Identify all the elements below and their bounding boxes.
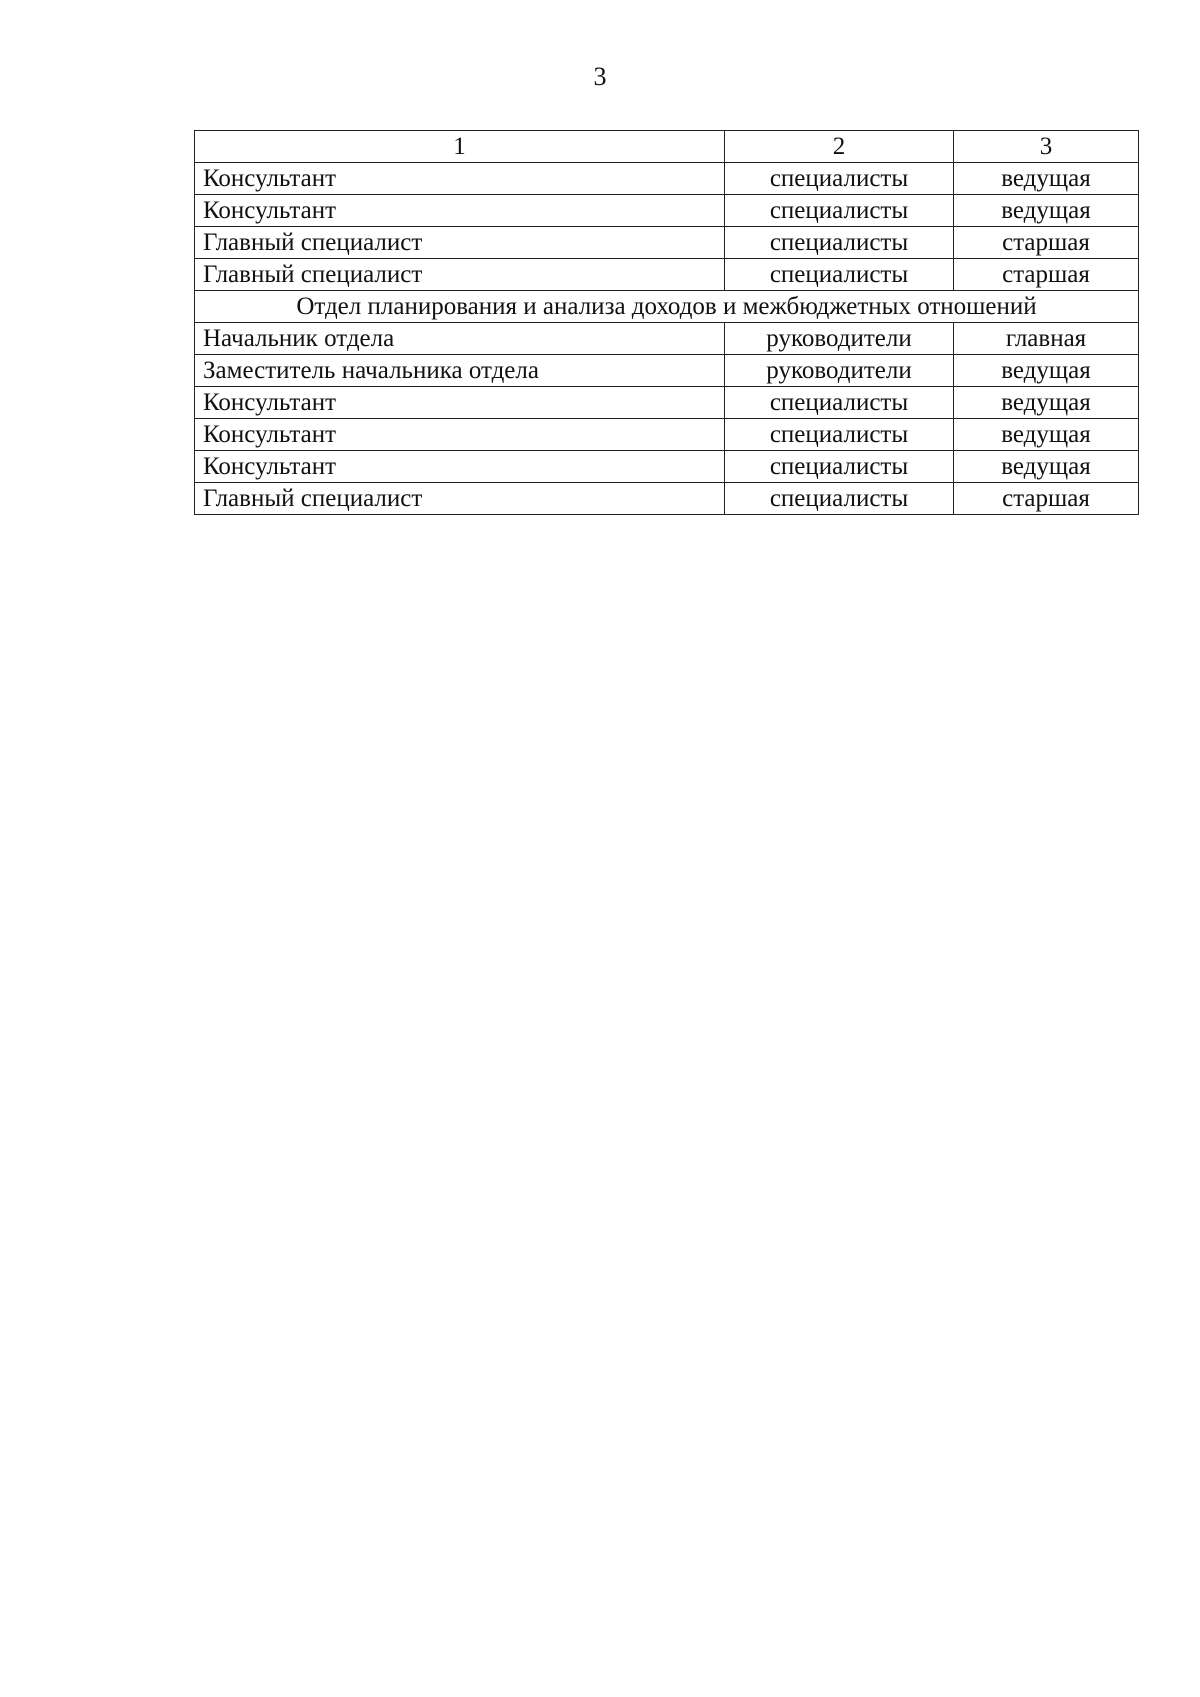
- table-row: [195, 195, 1139, 227]
- position-cell: Главный специалист: [195, 483, 725, 515]
- position-cell: Консультант: [195, 163, 725, 195]
- group-cell: старшая: [954, 483, 1139, 515]
- category-cell: специалисты: [725, 163, 954, 195]
- category-cell: специалисты: [725, 483, 954, 515]
- group-cell: главная: [954, 323, 1139, 355]
- position-cell: Главный специалист: [195, 259, 725, 291]
- column-header-2: 2: [725, 131, 954, 163]
- group-cell: старшая: [954, 227, 1139, 259]
- table-row: [195, 323, 1139, 355]
- group-cell: ведущая: [954, 195, 1139, 227]
- positions-table: [194, 130, 1139, 515]
- table-row: [195, 483, 1139, 515]
- category-cell: специалисты: [725, 259, 954, 291]
- page-number: 3: [593, 62, 607, 91]
- category-cell: специалисты: [725, 419, 954, 451]
- table-row: [195, 387, 1139, 419]
- table-row: [195, 355, 1139, 387]
- category-cell: специалисты: [725, 227, 954, 259]
- group-cell: ведущая: [954, 451, 1139, 483]
- position-cell: Консультант: [195, 387, 725, 419]
- table-header-row: [195, 131, 1139, 163]
- group-cell: ведущая: [954, 387, 1139, 419]
- column-header-1: 1: [195, 131, 725, 163]
- position-cell: Заместитель начальника отдела: [195, 355, 725, 387]
- category-cell: специалисты: [725, 387, 954, 419]
- table-row: [195, 227, 1139, 259]
- position-cell: Главный специалист: [195, 227, 725, 259]
- category-cell: специалисты: [725, 451, 954, 483]
- section-row: [195, 291, 1139, 323]
- category-cell: руководители: [725, 355, 954, 387]
- position-cell: Консультант: [195, 195, 725, 227]
- group-cell: ведущая: [954, 163, 1139, 195]
- group-cell: старшая: [954, 259, 1139, 291]
- group-cell: ведущая: [954, 419, 1139, 451]
- section-title: Отдел планирования и анализа доходов и межбюджетных отношений: [195, 291, 1139, 323]
- column-header-3: 3: [954, 131, 1139, 163]
- table-row: [195, 419, 1139, 451]
- position-cell: Консультант: [195, 451, 725, 483]
- position-cell: Консультант: [195, 419, 725, 451]
- table-row: [195, 451, 1139, 483]
- category-cell: руководители: [725, 323, 954, 355]
- table-row: [195, 259, 1139, 291]
- position-cell: Начальник отдела: [195, 323, 725, 355]
- category-cell: специалисты: [725, 195, 954, 227]
- group-cell: ведущая: [954, 355, 1139, 387]
- table-row: [195, 163, 1139, 195]
